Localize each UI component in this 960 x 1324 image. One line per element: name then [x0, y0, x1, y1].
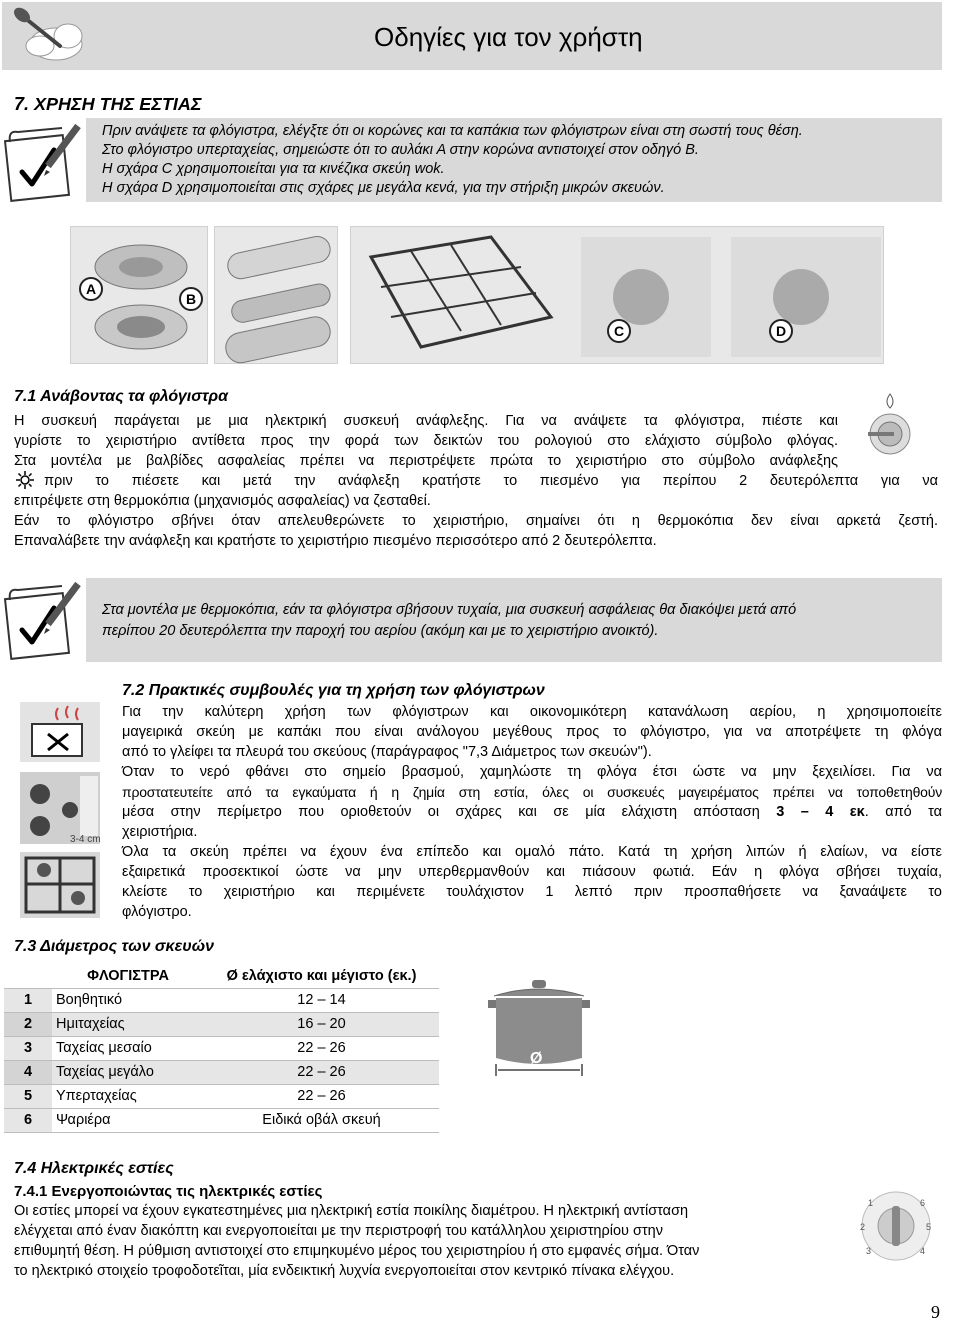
- note-line: Η σχάρα D χρησιμοποιείται στις σχάρες με μεγάλα κενά, για την στήριξη μικρών σκευών.: [102, 180, 665, 196]
- figure-label-d: D: [775, 323, 787, 339]
- section-7-1-text: [14, 411, 838, 471]
- paragraph-line: επιθυμητή θέση. Η ρύθμιση αντιστοιχεί στο επιμηκυμένο μέρος του χειριστηρίου ή στο εμφανές σήμα. Όταν: [14, 1243, 700, 1259]
- table-cell: 6: [4, 1108, 52, 1132]
- section-7-1-title: 7.1 Ανάβοντας τα φλόγιστρα: [14, 388, 229, 405]
- note-text-1: [102, 122, 938, 198]
- paragraph-line: μαγειρικά σκεύη με καπάκι που είναι ανάλογου μεγέθους προς το φλόγιστρο, για να αποτρέψετε τη φλόγα: [122, 724, 942, 740]
- svg-text:3: 3: [866, 1246, 872, 1256]
- distance-tail: . από τα: [864, 804, 942, 820]
- table-row: [4, 988, 439, 1012]
- pot-diameter-label: Ø: [530, 1050, 543, 1067]
- table-cell: 12 – 14: [297, 992, 346, 1008]
- paragraph-line: κλείστε το χειριστήριο και περιμένετε τουλάχιστον 1 λεπτό πριν προσπαθήσετε να ξαναάψετε το: [122, 884, 942, 900]
- table-cell: 3: [4, 1036, 52, 1060]
- note-text-2: [102, 600, 938, 642]
- table-row: [4, 1036, 439, 1060]
- paragraph-line: από το γλείφει τα πλευρά του σκεύους (παράγραφος "7,3 Διάμετρος των σκευών").: [122, 744, 652, 760]
- chef-spoon-logo-icon: [10, 6, 88, 68]
- table-cell: Ψαριέρα: [56, 1112, 111, 1128]
- note-pencil-icon: [4, 578, 84, 660]
- table-cell: 16 – 20: [204, 1012, 439, 1036]
- paragraph-line: Οι εστίες μπορεί να έχουν εγκατεστημένες μια ηλεκτρική εστία ποικίλης διαμέτρου. Η ηλεκτρική αντίσταση: [14, 1203, 689, 1219]
- paragraph-line: επιτρέψετε στη θερμοκόπια (μηχανισμός ασφαλείας) να ζεσταθεί.: [14, 493, 431, 509]
- section-7-1-text-end: [14, 491, 938, 551]
- section-7-2-text: [122, 702, 942, 922]
- table-cell: 22 – 26: [297, 1088, 346, 1104]
- section-7-title: 7. ΧΡΗΣΗ ΤΗΣ ΕΣΤΙΑΣ: [14, 94, 202, 114]
- ignition-spark-icon: [16, 471, 34, 489]
- note-line: Η σχάρα C χρησιμοποιείται για τα κινέζικα σκεύη wok.: [102, 161, 445, 177]
- electric-knob-icon: [856, 1186, 936, 1266]
- pot-steam-icon: [18, 700, 102, 764]
- section-7-4-1-title: 7.4.1 Ενεργοποιώντας τις ηλεκτρικές εστίες: [14, 1183, 323, 1200]
- table-cell: 1: [4, 988, 52, 1012]
- burner-crown-figure: [70, 226, 208, 364]
- table-cell: Ειδικά οβάλ σκευή: [262, 1112, 381, 1128]
- paragraph-line: εξαιρετικά προσεκτικοί ώστε να μην υπερθερμανθούν και πιάσουν φωτιά. Εάν η φλόγα σβήσει τυχαία,: [122, 864, 942, 880]
- figure-label-c: C: [613, 323, 625, 339]
- table-row: [4, 1108, 439, 1132]
- table-row: [4, 1012, 439, 1036]
- paragraph-line: πριν το πιέσετε και μετά την ανάφλεξη κρατήστε το πιεσμένο για περίπου 2 δευτερόλεπτα για να: [44, 473, 938, 489]
- paragraph-line: Η συσκευή παράγεται με μια ηλεκτρική συσκευή ανάφλεξης. Για να ανάψετε τα φλόγιστρα, πιέστε και: [14, 413, 838, 429]
- table-cell: Υπερταχείας: [56, 1088, 137, 1104]
- burner-diameter-table: [4, 964, 439, 1133]
- table-row: [4, 1060, 439, 1084]
- svg-text:5: 5: [926, 1222, 932, 1232]
- fish-burner-figure: [214, 226, 338, 364]
- table-header-row: [4, 964, 439, 988]
- section-7-3-title: 7.3 Διάμετρος των σκευών: [14, 938, 214, 955]
- figure-label-a: A: [85, 281, 97, 297]
- knob-flame-icon: [866, 392, 914, 456]
- table-cell: 5: [4, 1084, 52, 1108]
- paragraph-line: προστατευτείτε από τα εγκαύματα ή η ζημία στη εστία, όλες οι συσκευές μαγειρέματος πρέπει να τοποθετηθούν: [122, 784, 942, 800]
- table-cell: Ημιταχείας: [52, 1012, 204, 1036]
- table-row: [4, 1084, 439, 1108]
- note-line: περίπου 20 δευτερόλεπτα την παροχή του αερίου (ακόμη και με το χειριστήριο ανοικτό).: [102, 623, 659, 639]
- grids-figure: [350, 226, 884, 364]
- page-number: 9: [931, 1302, 940, 1322]
- table-cell: 2: [4, 1012, 52, 1036]
- paragraph-line: Εάν το φλόγιστρο σβήνει όταν απελευθερώνετε το χειριστήριο, σημαίνει ότι η θερμοκόπια δεν είναι αρκετά ζεστή.: [14, 513, 938, 529]
- note-line: Στο φλόγιστρο υπερταχείας, σημειώστε ότι το αυλάκι Α στην κορώνα αντιστοιχεί στον οδηγό Β.: [102, 142, 699, 158]
- page-title: Οδηγίες για τον χρήστη: [374, 22, 643, 52]
- table-cell: Βοηθητικό: [56, 992, 123, 1008]
- section-7-1-text-cont: [44, 471, 938, 491]
- distance-text: μέσα στην περίμετρο που οριοθετούν οι σχάρες και σε μία ελάχιστη απόσταση: [122, 804, 760, 820]
- paragraph-line: χειριστήρια.: [122, 824, 198, 840]
- paragraph-line: φλόγιστρο.: [122, 904, 192, 920]
- section-7-4-title: 7.4 Ηλεκτρικές εστίες: [14, 1160, 174, 1177]
- note-pencil-icon: [4, 120, 84, 202]
- paragraph-line: το ηλεκτρικό στοιχείο τροφοδοτεῖται, μία ενδεικτική λυχνία ενεργοποιείται στον κεντρικό πίνακα ελέγχου.: [14, 1263, 675, 1279]
- paragraph-line: Όταν το νερό φθάνει στο σημείο βρασμού, χαμηλώστε τη φλόγα έτσι ώστε να μην ξεχειλίσει. Για να: [122, 764, 942, 780]
- page-header: [2, 2, 942, 70]
- paragraph-line: γυρίστε το χειριστήριο αντίθετα προς την φορά των δεικτών του ρολογιού στο ελάχιστο σύμβολο φλόγας.: [14, 433, 838, 449]
- table-cell: 4: [4, 1060, 52, 1084]
- svg-text:2: 2: [860, 1222, 866, 1232]
- section-7-4-text: [14, 1201, 834, 1281]
- paragraph-line: [122, 802, 942, 822]
- table-header-cell: ΦΛΟΓΙΣΤΡΑ: [87, 967, 169, 984]
- svg-text:1: 1: [868, 1198, 874, 1208]
- paragraph-line: Για την καλύτερη χρήση των φλόγιστρων και οικονομικότερη κατανάλωση αερίου, η χρησιμοποιείτε: [122, 704, 942, 720]
- paragraph-line: Επαναλάβετε την ανάφλεξη και κρατήστε το χειριστήριο πιεσμένο περισσότερο από 2 δευτερόλεπτα.: [14, 533, 657, 549]
- grid-distance-icon: [18, 850, 102, 920]
- note-line: Πριν ανάψετε τα φλόγιστρα, ελέγξτε ότι οι κορώνες και τα καπάκια των φλόγιστρων είναι στη σωστή τους θέση.: [102, 123, 803, 139]
- table-header-cell: [4, 964, 52, 988]
- table-cell: 22 – 26: [297, 1040, 346, 1056]
- distance-value: 3 – 4 εκ: [776, 804, 865, 820]
- paragraph-line: Στα μοντέλα με βαλβίδες ασφαλείας πρέπει να περιστρέψετε πρώτα το χειριστήριο στο σύμβολο ανάφλεξης: [14, 453, 838, 469]
- svg-text:4: 4: [920, 1246, 926, 1256]
- figure-label-b: B: [185, 291, 197, 307]
- table-cell: Ταχείας μεγάλο: [52, 1060, 204, 1084]
- table-cell: 22 – 26: [204, 1060, 439, 1084]
- table-cell: Ταχείας μεσαίο: [56, 1040, 152, 1056]
- paragraph-line: Όλα τα σκεύη πρέπει να έχουν ένα επίπεδο και ομαλό πάτο. Κατά τη χρήση λιπών ή ελαίων, να είστε: [122, 844, 942, 860]
- note-line: Στα μοντέλα με θερμοκόπια, εάν τα φλόγιστρα σβήσουν τυχαία, μια συσκευή ασφάλειας θα διακόψει μετά από: [102, 602, 797, 618]
- section-7-2-title: 7.2 Πρακτικές συμβουλές για τη χρήση των φλόγιστρων: [122, 682, 545, 699]
- table-header-cell: Ø ελάχιστο και μέγιστο (εκ.): [226, 967, 417, 984]
- paragraph-line: ελέγχεται από έναν διακόπτη και ενεργοποιείται με την περιστροφή του κατάλληλου χειριστηρίου στην: [14, 1223, 663, 1239]
- distance-label: 3-4 cm: [70, 834, 101, 845]
- svg-text:6: 6: [920, 1198, 926, 1208]
